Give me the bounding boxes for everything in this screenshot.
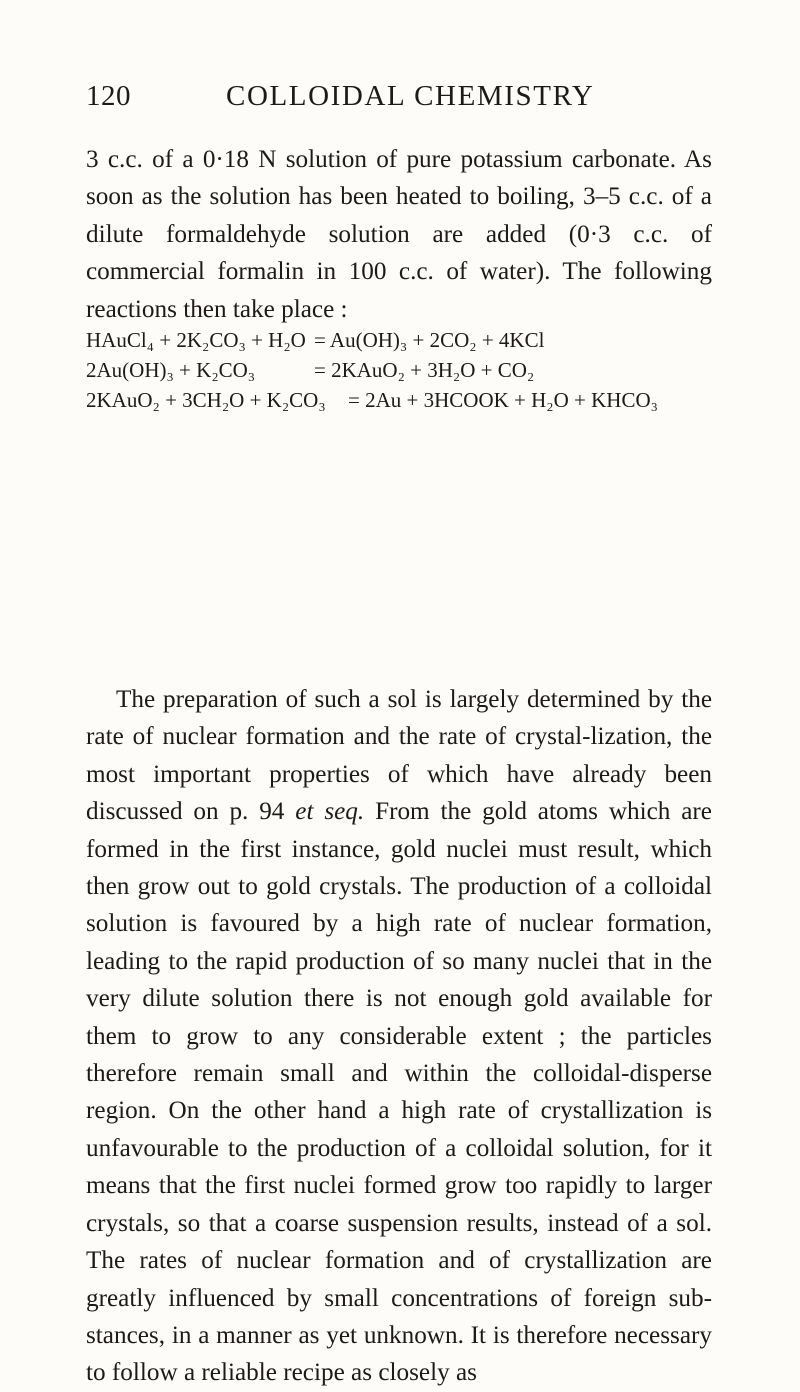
equation-lhs: 2KAuO₂ + 3CH₂O + K₂CO₃ bbox=[86, 388, 326, 412]
equation-row bbox=[86, 358, 726, 388]
running-head bbox=[86, 80, 712, 120]
paragraph-main bbox=[86, 681, 712, 1392]
equation-rhs: = Au(OH)₃ + 2CO₂ + 4KCl bbox=[314, 328, 545, 352]
page-number: 120 bbox=[86, 80, 131, 112]
equation-rhs: = 2Au + 3HCOOK + H₂O + KHCO₃ bbox=[348, 388, 658, 412]
equation-row bbox=[86, 328, 726, 358]
running-title: COLLOIDAL CHEMISTRY bbox=[226, 80, 595, 112]
paragraph-main-text-b: From the gold atoms which are formed in the first instance, gold nuclei must result, which then grow out to gold crystals. The production of a colloidal solution is favoured by a high rate of nuclear formation, leading to the rapid production of so many nuclei that in the very dilute solution there is not enough gold available for them to grow to any considerable extent ; the particles therefore remain small and within the colloidal-disperse region. On the other hand a high rate of crystallization is unfavourable to the production of a colloidal solution, for it means that the first nuclei formed grow too rapidly to larger crystals, so that a coarse suspension results, instead of a sol. The rates of nuclear formation and of crystallization are greatly influenced by small concentrations of foreign sub-stances, in a manner as yet unknown. It is therefore necessary to follow a reliable recipe as closely as bbox=[86, 798, 712, 1387]
equation-rhs: = 2KAuO₂ + 3H₂O + CO₂ bbox=[314, 358, 535, 382]
equation-lhs: HAuCl₄ + 2K₂CO₃ + H₂O bbox=[86, 328, 306, 352]
italic-et-seq: et seq. bbox=[295, 798, 365, 826]
equation-lhs: 2Au(OH)₃ + K₂CO₃ bbox=[86, 358, 256, 382]
equation-row bbox=[86, 388, 726, 418]
paragraph-intro: 3 c.c. of a 0·18 N solution of pure potassium carbonate. As soon as the solution has been heated to boiling, 3–5 c.c. of a dilute formaldehyde solution are added (0·3 c.c. of commercial formalin in 100 c.c. of water). The following reactions then take place : bbox=[86, 146, 712, 323]
reaction-equations bbox=[86, 328, 726, 418]
paragraph-main-text-a: The preparation of such a sol is largely determined by the rate of nuclear formation and the rate of crystal-lization, the most important properties of which have already been discussed on p. 94 bbox=[86, 686, 712, 826]
